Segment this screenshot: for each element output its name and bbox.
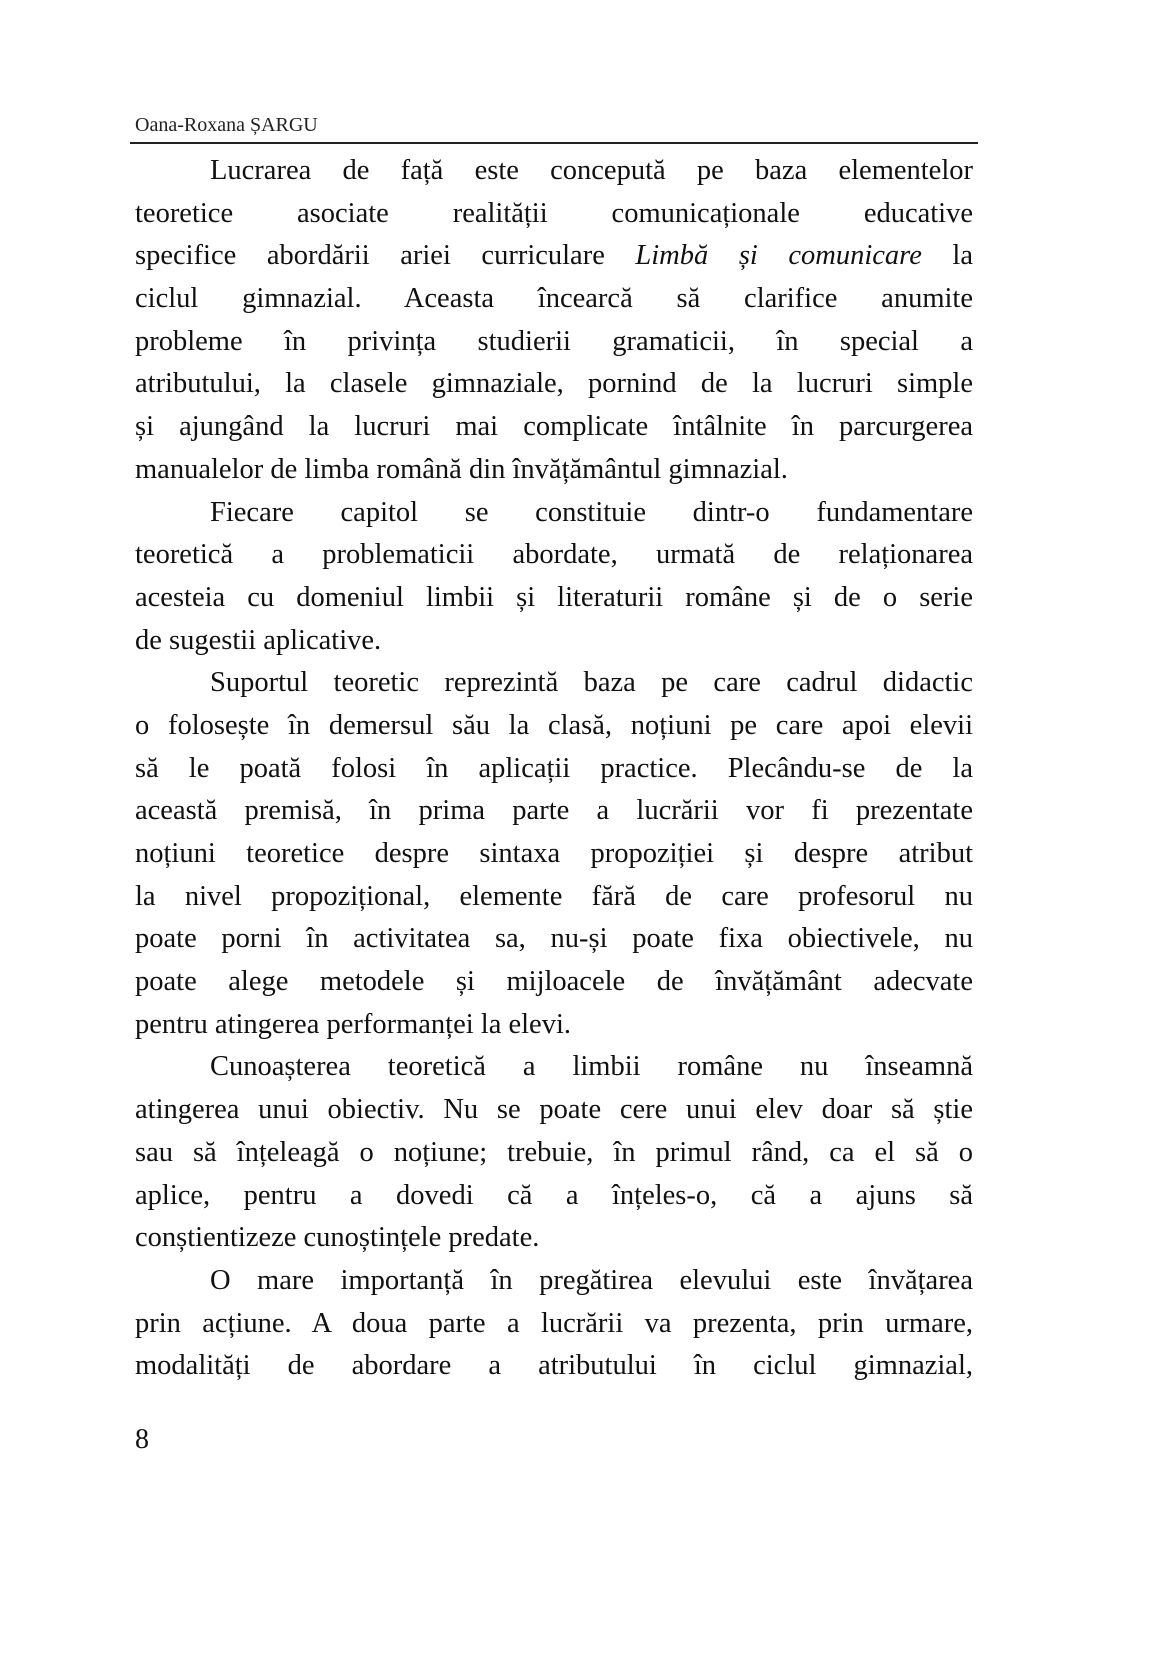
text-line: poate alege metodele și mijloacele de învățământ adecvate	[135, 966, 973, 998]
paragraph	[135, 492, 973, 663]
text-line: Lucrarea de față este concepută pe baza elementelor	[210, 155, 973, 186]
running-header-author: Oana-Roxana ȘARGU	[135, 114, 318, 136]
text-line: sau să înțeleagă o noțiune; trebuie, în primul rând, ca el să o	[135, 1136, 973, 1168]
text-line: atingerea unui obiectiv. Nu se poate cere unui elev doar să știe	[135, 1094, 973, 1126]
text-line: de sugestii aplicative.	[135, 624, 382, 656]
text-line: teoretică a problematicii abordate, urmată de relaționarea	[135, 539, 973, 571]
text-line: teoretice asociate realității comunicaționale educative	[135, 197, 973, 229]
body-text	[135, 150, 973, 1388]
text-segment: la	[921, 240, 974, 272]
text-line: manualelor de limba română din învățământul gimnazial.	[135, 453, 788, 485]
text-line: Cunoașterea teoretică a limbii române nu înseamnă	[210, 1051, 973, 1083]
page-number: 8	[135, 1424, 149, 1455]
paragraph	[135, 662, 973, 1046]
text-line: acesteia cu domeniul limbii și literaturii române și de o serie	[135, 581, 973, 613]
paragraph	[135, 1260, 973, 1388]
text-line: atributului, la clasele gimnaziale, pornind de la lucruri simple	[135, 368, 973, 400]
header-divider	[130, 142, 978, 144]
text-line	[135, 235, 973, 278]
italic-term: Limbă și comunicare	[635, 240, 922, 272]
text-line: modalități de abordare a atributului în ciclul gimnazial,	[135, 1350, 973, 1382]
text-line: pentru atingerea performanței la elevi.	[135, 1008, 571, 1040]
text-line: această premisă, în prima parte a lucrării vor fi prezentate	[135, 795, 973, 827]
text-line: Suportul teoretic reprezintă baza pe care cadrul didactic	[210, 667, 973, 699]
text-line: ciclul gimnazial. Aceasta încearcă să clarifice anumite	[135, 283, 973, 315]
text-line: O mare importanță în pregătirea elevului este învățarea	[210, 1264, 973, 1296]
text-line: poate porni în activitatea sa, nu-și poate fixa obiectivele, nu	[135, 923, 973, 955]
text-line: probleme în privința studierii gramaticii, în special a	[135, 325, 973, 357]
text-line: aplice, pentru a dovedi că a înțeles-o, că a ajuns să	[135, 1179, 973, 1211]
text-segment: specifice abordării ariei curriculare	[135, 240, 636, 272]
text-line: noțiuni teoretice despre sintaxa propoziției și despre atribut	[135, 838, 973, 869]
paragraph	[135, 1046, 973, 1259]
paragraph	[135, 150, 973, 492]
text-line: conștientizeze cunoștințele predate.	[135, 1222, 540, 1254]
text-line: să le poată folosi în aplicații practice. Plecându-se de la	[135, 752, 973, 784]
text-line: la nivel propozițional, elemente fără de care profesorul nu	[135, 880, 973, 912]
text-line: și ajungând la lucruri mai complicate întâlnite în parcurgerea	[135, 411, 973, 443]
text-line: prin acțiune. A doua parte a lucrării va prezenta, prin urmare,	[135, 1307, 973, 1339]
text-line: o folosește în demersul său la clasă, noțiuni pe care apoi elevii	[135, 709, 973, 741]
text-line: Fiecare capitol se constituie dintr-o fundamentare	[210, 496, 973, 528]
